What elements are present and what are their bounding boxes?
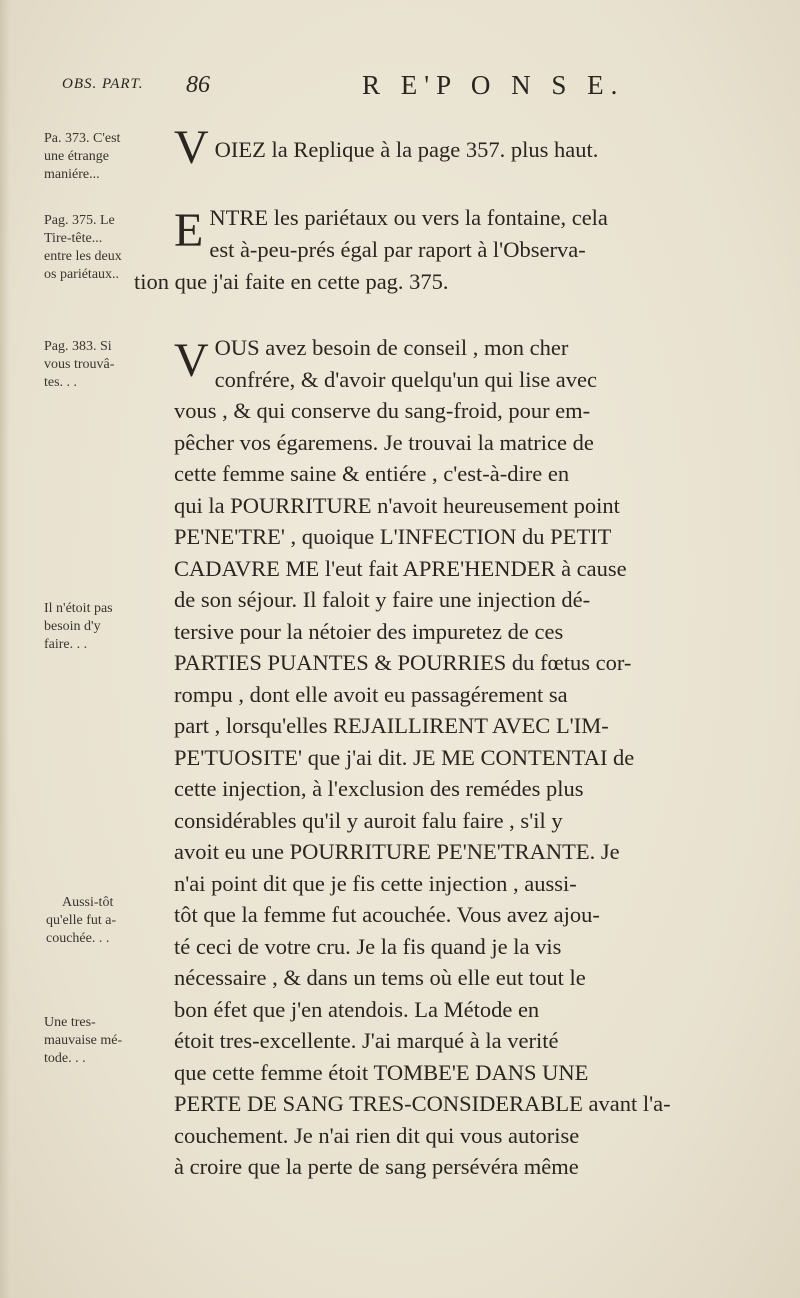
page-edge-shadow	[0, 0, 10, 1298]
text-line: CADAVRE ME l'eut fait APRE'HENDER à cause	[174, 555, 627, 581]
margin-note-line: tode. . .	[44, 1051, 86, 1066]
text-line: couchement. Je n'ai rien dit qui vous autorise	[174, 1122, 580, 1148]
text-line: part , lorsqu'elles REJAILLIRENT AVEC L'IM-	[174, 713, 609, 738]
margin-note-line: tes. . .	[44, 375, 78, 390]
text-line: PE'NE'TRE' , quoique L'INFECTION du PETIT	[174, 524, 612, 549]
text-line: qui la POURRITURE n'avoit heureusement point	[174, 492, 620, 518]
drop-cap: V	[174, 334, 209, 387]
margin-note-line: Pag. 383. Si	[44, 339, 112, 354]
margin-note-line: Pa. 373. C'est	[44, 131, 121, 146]
text-line: cette injection, à l'exclusion des remédes plus	[174, 776, 584, 801]
margin-note-3	[44, 338, 174, 392]
text-line: bon éfet que j'en atendois. La Métode en	[174, 996, 540, 1022]
margin-note-line: entre les deux	[44, 249, 122, 264]
text-line: PE'TUOSITE' que j'ai dit. JE ME CONTENTAI de	[174, 744, 635, 770]
margin-note-line: besoin d'y	[44, 619, 101, 634]
margin-note-line: Une tres-	[44, 1015, 96, 1030]
text-line: confrére, & d'avoir quelqu'un qui lise avec	[214, 366, 598, 392]
margin-note-line: Pag. 375. Le	[44, 213, 115, 228]
text-line: PERTE DE SANG TRES-CONSIDERABLE avant l'a-	[174, 1091, 671, 1116]
margin-note-line: mauvaise mé-	[44, 1033, 123, 1048]
text-line: tersive pour la nétoier des impuretez de ces	[174, 618, 564, 644]
text-line: tion que j'ai faite en cette pag. 375.	[134, 269, 449, 294]
text-line: OUS avez besoin de conseil , mon cher	[214, 335, 569, 360]
text-line: considérables qu'il y auroit falu faire , s'il y	[174, 807, 563, 833]
text-line: NTRE les pariétaux ou vers la fontaine, cela	[209, 205, 608, 230]
text-line: n'ai point dit que je fis cette injection , aussi-	[174, 870, 577, 896]
text-line: que cette femme étoit TOMBE'E DANS UNE	[174, 1059, 589, 1085]
text-line: tôt que la femme fut acouchée. Vous avez ajou-	[174, 902, 600, 927]
drop-cap: V	[174, 121, 209, 174]
margin-note-line: Aussi-tôt	[62, 895, 114, 910]
margin-note-1	[44, 130, 174, 184]
text-line: est à-peu-prés égal par raport à l'Observa-	[209, 237, 586, 262]
margin-note-6	[44, 1014, 174, 1068]
text-line: rompu , dont elle avoit eu passagérement sa	[174, 681, 568, 707]
margin-note-line: os pariétaux..	[44, 267, 120, 282]
text-line: té ceci de votre cru. Je la fis quand je la vis	[174, 933, 562, 959]
margin-note-line: maniére...	[44, 167, 100, 182]
text-line: avoit eu une POURRITURE PE'NE'TRANTE. Je	[174, 839, 620, 864]
text-line: étoit tres-excellente. J'ai marqué à la verité	[174, 1028, 559, 1053]
text-line: PARTIES PUANTES & POURRIES du fœtus cor-	[174, 650, 632, 675]
paragraph-2	[134, 202, 742, 298]
margin-note-line: Tire-tête...	[44, 231, 103, 246]
text-line: cette femme saine & entiére , c'est-à-dire en	[174, 461, 570, 486]
text-line: pêcher vos égaremens. Je trouvai la matrice de	[174, 429, 594, 455]
text-line: OIEZ la Replique à la page 357. plus haut.	[214, 137, 599, 162]
drop-cap: E	[174, 204, 204, 257]
paragraph-1	[174, 121, 742, 174]
margin-note-4	[44, 600, 174, 654]
header-section-label: OBS. PART.	[62, 76, 144, 92]
margin-note-5	[46, 894, 192, 948]
text-line: à croire que la perte de sang persévéra même	[174, 1154, 579, 1179]
margin-note-line: couchée. . .	[46, 931, 110, 946]
margin-note-line: qu'elle fut a-	[46, 913, 117, 928]
text-line: de son séjour. Il faloit y faire une injection dé-	[174, 587, 591, 612]
paragraph-3	[174, 332, 742, 1183]
margin-note-line: faire. . .	[44, 637, 88, 652]
page-number: 86	[186, 72, 210, 98]
running-title: R E'P O N S E.	[362, 70, 625, 100]
margin-note-line: vous trouvâ-	[44, 357, 115, 372]
margin-note-line: une étrange	[44, 149, 109, 164]
margin-note-line: Il n'étoit pas	[44, 601, 113, 616]
text-line: vous , & qui conserve du sang-froid, pour em-	[174, 398, 591, 423]
text-line: nécessaire , & dans un tems où elle eut tout le	[174, 965, 586, 990]
